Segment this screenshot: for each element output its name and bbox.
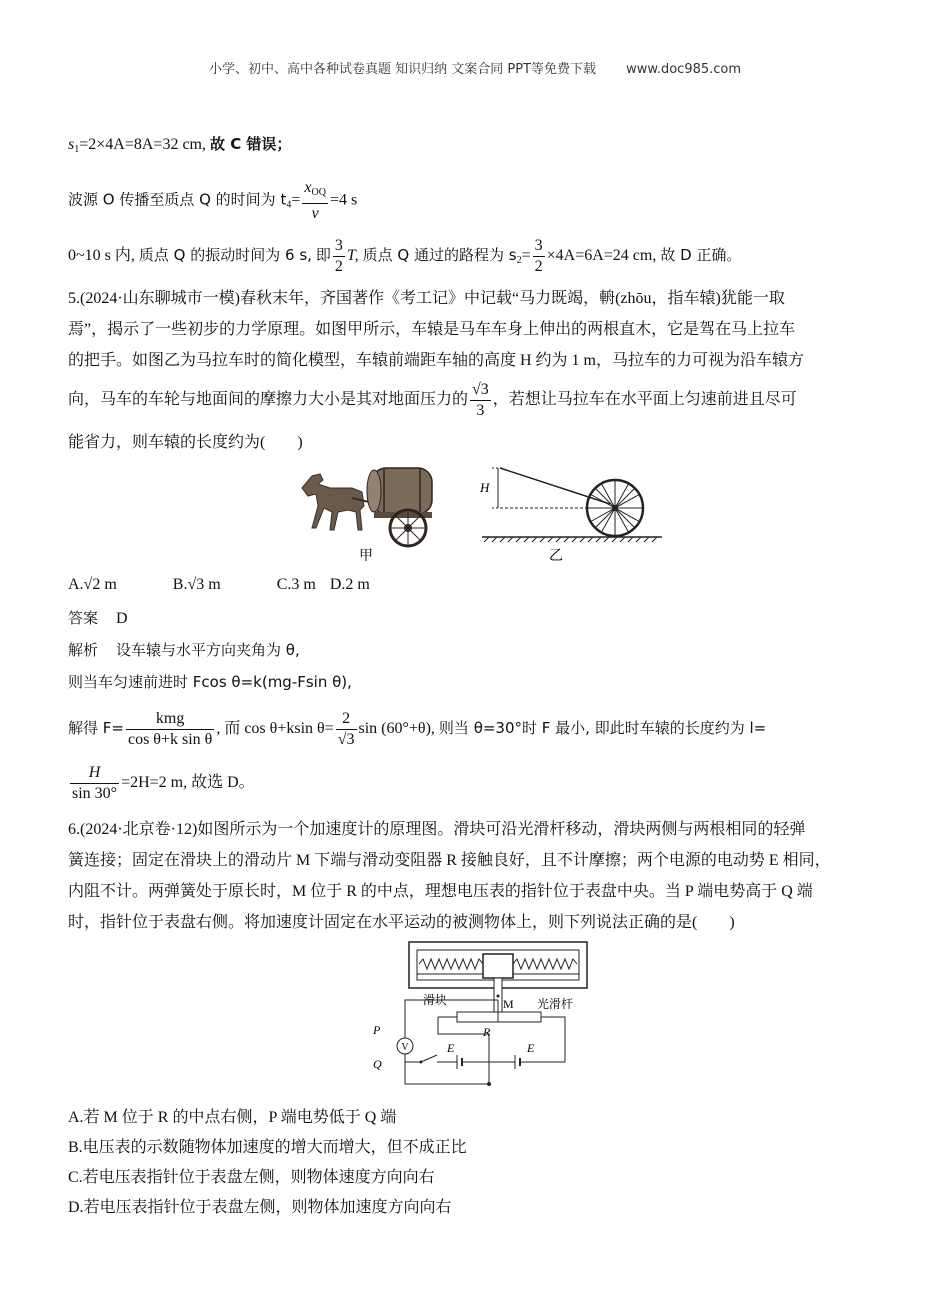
analysis-line-1: 解析 设车辕与水平方向夹角为 θ, [68,641,300,659]
fraction: $\frac{H}{\sin 30^\circ}$ [72,764,118,802]
question-5-line-5: 能省力，则车辕的长度约为( ) [68,434,303,451]
question-5-text: 5.(2024·山东聊城市一模)春秋末年，齐国著作《考工记》中记载“马力既竭，輈(zhōu，指车辕)犹能一取 焉”，揭示了一些初步的力学原理。如图甲所示，车辕是马车车身上伸出的两根直木，它是驾在马上拉车 的把手。如图乙为马拉车时的简化模型，车辕前端距车轴的高度 H 约为 1 m，马拉车的力可视为沿车辕方 [68,290,805,369]
prev-line-3: 0~10 s 内, 质点 Q 的振动时间为 6 s, 即 $\frac{3}{2}$ T, 质点 Q 通过的路程为 $s_2=$ $\frac{3}{2}$ ×4A=6A=24 cm, 故 D 正确。 [68,237,742,275]
question-6-text: 6.(2024·北京卷·12)如图所示为一个加速度计的原理图。滑块可沿光滑杆移动，滑块两侧与两根相同的轻弹 簧连接；固定在滑块上的滑动片 M 下端与滑动变阻器 R 接触良好，且不计摩擦；两个电源的电动势 E 相同， 内阻不计。两弹簧处于原长时，M 位于 R 的中点，理想电压表的指针位于表盘中央。当 P 端电势高于 Q 端 时，指针位于表盘右侧。将加速度计固定在水平运动的被测物体上，则下列说法正确的是( ) [68,821,831,931]
slider-block [483,954,513,978]
answer-label: 答案 [68,609,99,627]
height-label: H [480,480,490,495]
label-rod: 光滑杆 [537,997,574,1011]
barrel-icon [367,468,432,514]
accelerometer-figure [365,938,595,1096]
page-header [0,58,950,77]
answer-line [68,607,128,630]
header-text: 小学、初中、高中各种试卷真题 知识归纳 文案合同 PPT等免费下载 [208,62,596,77]
fraction: $\frac{3}{2}$ [534,237,543,275]
option-d[interactable]: D.2 m [329,576,370,593]
fraction: $\frac{3}{2}$ [334,237,343,275]
option-b[interactable]: B.电压表的示数随物体加速度的增大而增大，但不成正比 [68,1139,467,1156]
horse-cart-figure [290,458,450,562]
question-6-options [68,1103,467,1223]
option-a[interactable]: A.√2 m [68,576,117,593]
label-e1: E [447,1041,455,1055]
question-5-line-4: 向，马车的车轮与地面间的摩擦力大小是其对地面压力的 $\frac{√3}{3}$ ，若想让马拉车在水平面上匀速前进且尽可 [68,381,797,419]
option-b[interactable]: B.√3 m [172,576,221,593]
wheel-icon [390,510,426,546]
option-c[interactable]: C.3 m [276,576,316,593]
fraction: $\frac{√3}{3}$ [472,381,489,419]
label-q: Q [373,1057,382,1071]
label-p: P [373,1023,381,1037]
analysis-line-2: 则当车匀速前进时 Fcos θ=k(mg-Fsin θ), [68,673,352,691]
cart-model-figure [470,462,670,564]
question-5-options [68,574,370,596]
option-a[interactable]: A.若 M 位于 R 的中点右侧，P 端电势低于 Q 端 [68,1109,397,1126]
answer-value: D [116,610,128,627]
analysis-line-4: $\frac{H}{\sin 30^\circ}$ =2H=2 m, 故选 D。 [72,764,255,802]
option-c[interactable]: C.若电压表指针位于表盘左侧，则物体速度方向向右 [68,1169,435,1186]
analysis-line-3: 解得 F= $\frac{\text{kmg}}{\text{cos θ+k sin θ}}$ , 而 cos θ+ksin θ= $\frac{2}{√3}$ sin (60°+θ), 则当 θ=30°时 F 最小, 即此时车辕的长度约为 l= [68,710,767,748]
prev-line-2: 波源 O 传播至质点 Q 的时间为 $t_4=$ $\frac{x_{OQ}}{v}$ =4 s [68,179,358,222]
label-r: R [483,1025,491,1039]
prev-line-1: $s_1=2\times 4A=8A=32$ cm, 故 C 错误； [68,135,292,155]
wheel-icon [587,480,643,536]
right-spring [513,959,577,969]
fraction: $\frac{x_{OQ}}{v}$ [304,179,326,222]
fraction: $\frac{2}{√3}$ [337,710,355,748]
left-spring [419,959,483,969]
option-d[interactable]: D.若电压表指针位于表盘左侧，则物体加速度方向向右 [68,1199,452,1216]
header-url[interactable]: www.doc985.com [626,62,742,77]
figure-a-label: 甲 [359,549,373,562]
label-e2: E [527,1041,535,1055]
label-v: V [401,1042,409,1053]
switch-icon [421,1055,437,1062]
shaft-line [500,468,610,504]
rheostat [457,1012,541,1022]
figure-b-label: 乙 [549,549,563,564]
horse-icon [302,474,364,530]
label-slider: 滑块 [423,993,448,1007]
fraction: $\frac{\text{kmg}}{\text{cos θ+k sin θ}}$ [127,710,213,748]
label-m: M [503,997,514,1011]
analysis-label: 解析 [68,641,99,659]
